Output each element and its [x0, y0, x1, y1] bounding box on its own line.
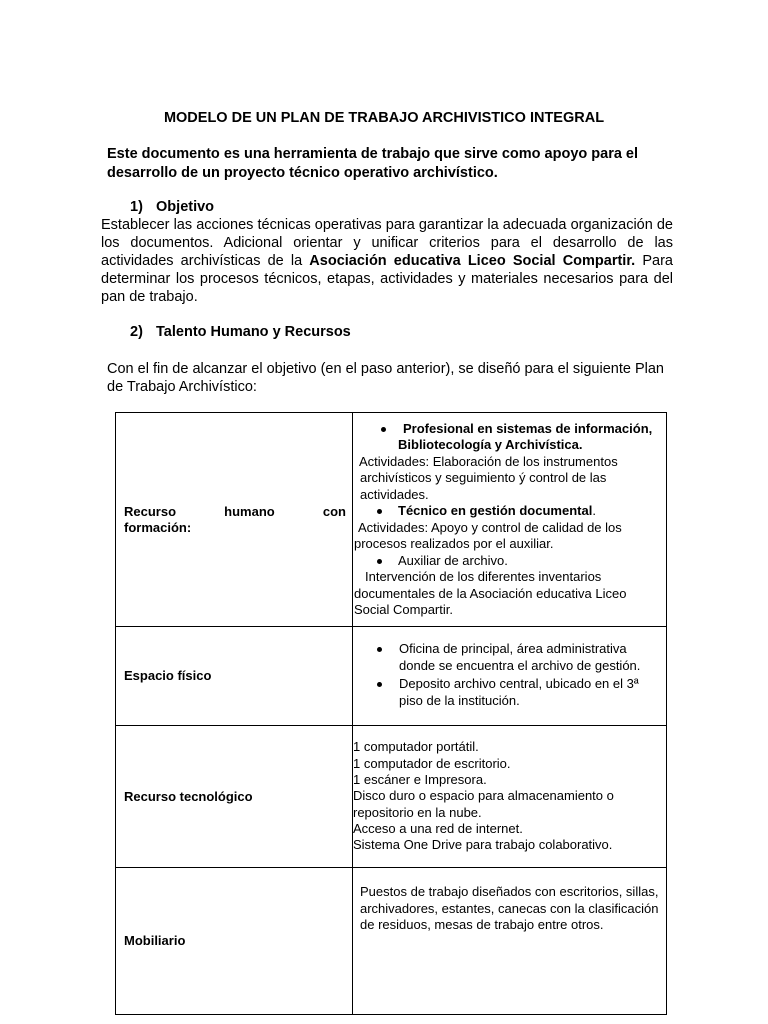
objective-text-part2: Para determinar los procesos técnicos, etapas, actividades y materiales necesarios para del pan de trabajo.	[101, 253, 673, 305]
bullet-icon	[377, 509, 382, 514]
list-item: Técnico en gestión documental.	[353, 503, 666, 520]
document-title: MODELO DE UN PLAN DE TRABAJO ARCHIVISTICO INTEGRAL	[163, 110, 605, 126]
resources-table	[115, 412, 667, 1015]
label-line: formación:	[124, 519, 192, 535]
row-label-recurso-humano	[116, 413, 353, 627]
section-title: Talento Humano y Recursos	[156, 324, 351, 340]
row-content-espacio	[353, 627, 667, 726]
table-row	[116, 726, 667, 868]
table-row	[116, 627, 667, 726]
bullet-icon	[377, 647, 382, 652]
intro-paragraph: Este documento es una herramienta de trabajo que sirve como apoyo para el desarrollo de un proyecto técnico operativo archivístico.	[107, 146, 639, 181]
label-word: Recurso	[124, 503, 177, 519]
objective-text-part1: Establecer las acciones técnicas operativas para garantizar la adecuada organización de los documentos. Adicional orientar y unificar criterios para el desarrollo de las actividades archivísticas de la	[101, 217, 673, 269]
table-row	[116, 413, 667, 627]
row-content-mobiliario: Puestos de trabajo diseñados con escritorios, sillas, archivadores, estantes, canecas con la clasificación de residuos, mesas de trabajo entre otros.	[353, 868, 667, 1015]
row-label-mobiliario: Mobiliario	[116, 868, 353, 1015]
row-content-recurso-tecnologico: 1 computador portátil. 1 computador de escritorio. 1 escáner e Impresora. Disco duro o espacio para almacenamiento o repositorio en la nube. Acceso a una red de internet. Sistema One Drive para trabajo colaborativo.	[353, 726, 667, 868]
row-content-recurso-humano: Profesional en sistemas de información, Bibliotecología y Archivística. Actividades: Elaboración de los instrumentos archivísticos y seguimiento ý control de las actividades. Técnico en gestión documental. Actividades: Apoyo y control de calidad de los procesos realizados por el auxiliar. Auxiliar de archivo. Intervención de los diferentes inventarios documentales de la Asociación educativa Liceo Social Compartir.	[353, 413, 667, 627]
row-label-espacio: Espacio físico	[116, 627, 353, 726]
talento-paragraph: Con el fin de alcanzar el objetivo (en el paso anterior), se diseñó para el siguiente Plan de Trabajo Archivístico:	[107, 361, 664, 395]
section-heading-objetivo	[130, 199, 214, 215]
bullet-icon	[381, 427, 386, 432]
section-number: 2)	[130, 324, 143, 340]
list-item: Oficina de principal, área administrativa donde se encuentra el archivo de gestión.	[353, 641, 666, 674]
list-item: Deposito archivo central, ubicado en el 3ª piso de la institución.	[353, 676, 666, 709]
objective-paragraph	[101, 216, 673, 306]
list-item: Auxiliar de archivo.	[353, 553, 666, 570]
section-number: 1)	[130, 199, 143, 215]
section-title: Objetivo	[156, 199, 215, 215]
label-word: humano	[224, 503, 275, 519]
label-word: con	[322, 503, 346, 519]
section-heading-talento	[130, 324, 351, 340]
bullet-icon	[377, 559, 382, 564]
list-item: Profesional en sistemas de información,	[353, 421, 666, 438]
bullet-icon	[377, 682, 382, 687]
objective-text-bold: Asociación educativa Liceo Social Compartir.	[309, 253, 636, 269]
table-row	[116, 868, 667, 1015]
row-label-recurso-tecnologico: Recurso tecnológico	[116, 726, 353, 868]
